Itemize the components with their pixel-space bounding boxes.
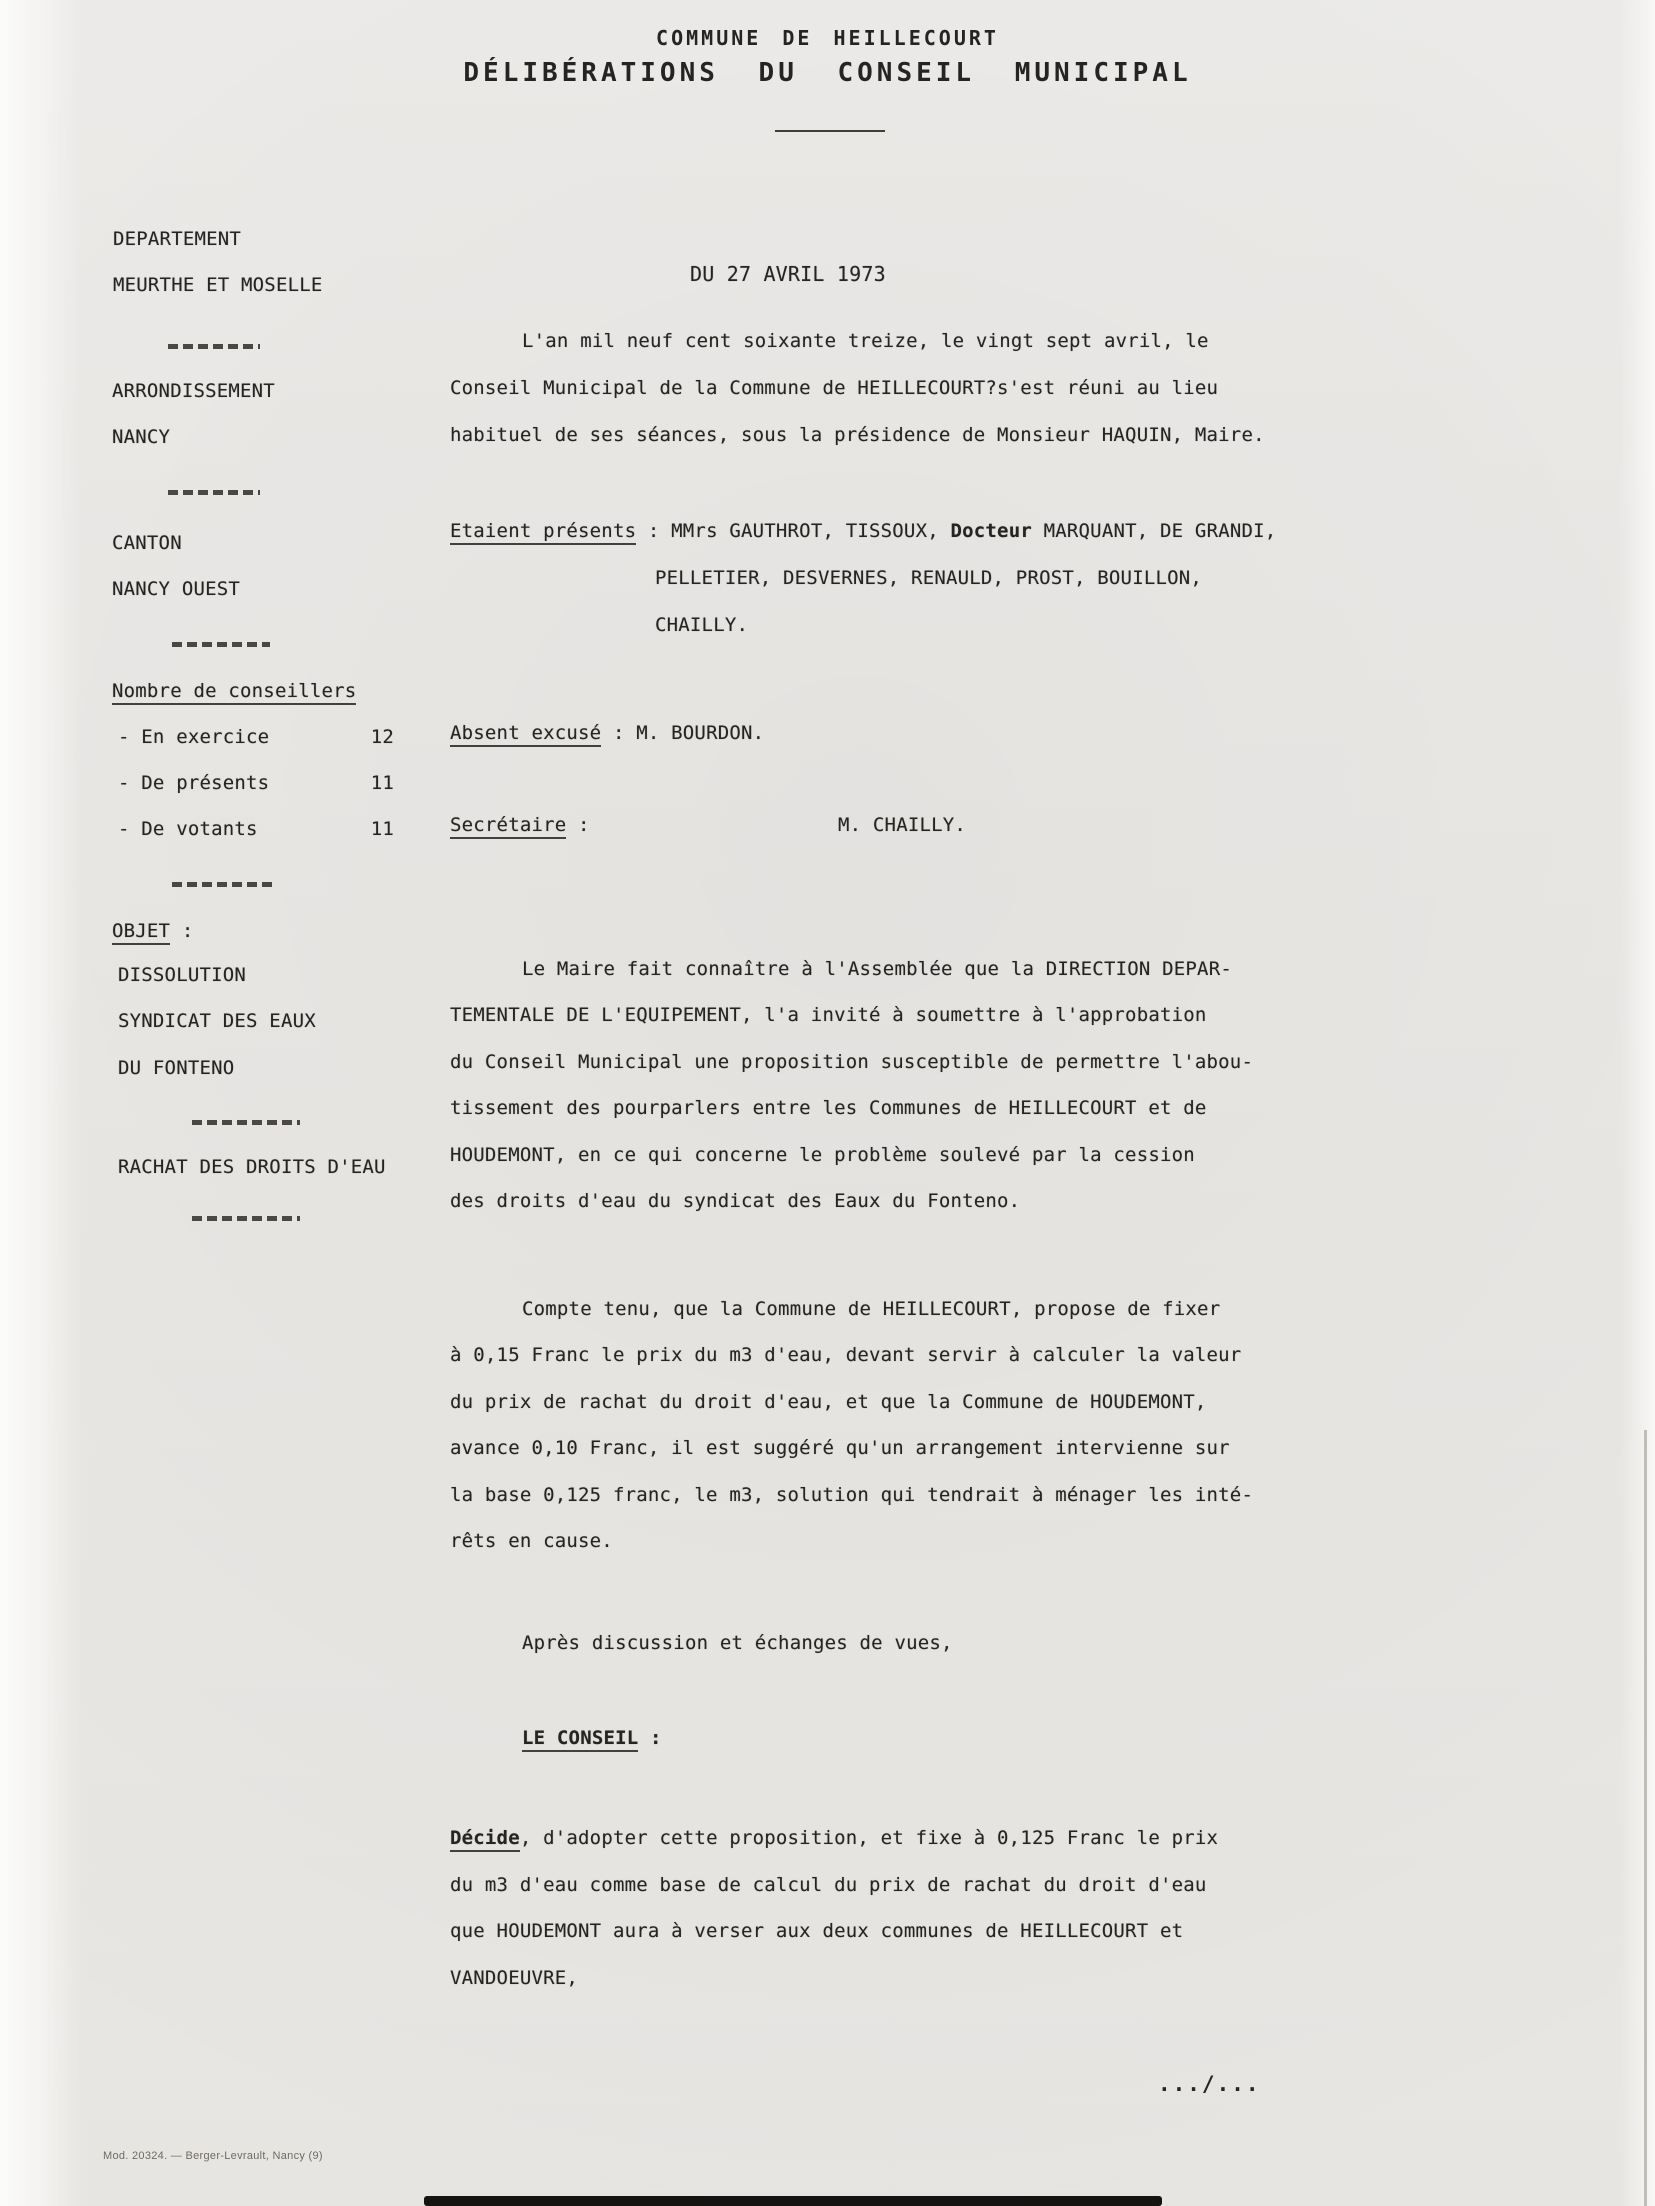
secretaire-colon: : (566, 814, 590, 836)
intro-line: L'an mil neuf cent soixante treize, le vingt sept avril, le (522, 330, 1209, 352)
conseillers-count: 12 (370, 726, 394, 748)
intro-line: habituel de ses séances, sous la présidence de Monsieur HAQUIN, Maire. (450, 424, 1265, 446)
dashed-divider (168, 490, 260, 495)
conseillers-title-text: Nombre de conseillers (112, 680, 356, 705)
body-line: Le Maire fait connaître à l'Assemblée que la DIRECTION DEPAR- (522, 958, 1232, 980)
absent-line (450, 722, 764, 744)
conseillers-label: - En exercice (118, 726, 270, 748)
body-line: à 0,15 Franc le prix du m3 d'eau, devant servir à calculer la valeur (450, 1344, 1242, 1366)
canton-label: CANTON (112, 532, 182, 554)
canton-value: NANCY OUEST (112, 578, 241, 600)
continuation-mark: .../... (1158, 2072, 1261, 2096)
header-divider (775, 130, 885, 132)
decide-line: du m3 d'eau comme base de calcul du prix de rachat du droit d'eau (450, 1874, 1207, 1896)
commune-name: COMMUNE DE HEILLECOURT (656, 26, 999, 50)
conseillers-title (112, 680, 356, 702)
arrondissement-label: ARRONDISSEMENT (112, 380, 275, 402)
presents-doctor-title: Docteur (950, 520, 1032, 542)
presents-line (450, 520, 1276, 542)
intro-line: Conseil Municipal de la Commune de HEILLECOURT?s'est réuni au lieu (450, 377, 1219, 399)
body-line: la base 0,125 franc, le m3, solution qui tendrait à ménager les inté- (450, 1484, 1254, 1506)
printer-imprint: Mod. 20324. — Berger-Levrault, Nancy (9) (103, 2150, 323, 2162)
dashed-divider (192, 1120, 300, 1125)
body-line: tissement des pourparlers entre les Communes de HEILLECOURT et de (450, 1097, 1207, 1119)
dashed-divider (172, 642, 270, 647)
presents-names: MARQUANT, DE GRANDI, (1031, 520, 1277, 542)
body-line: rêts en cause. (450, 1530, 613, 1552)
presents-names-line2: PELLETIER, DESVERNES, RENAULD, PROST, BOUILLON, (655, 567, 1203, 589)
arrondissement-value: NANCY (112, 426, 171, 448)
presents-names-line3: CHAILLY. (655, 614, 749, 636)
conseillers-label: - De présents (118, 772, 270, 794)
objet-label: OBJET (112, 920, 170, 945)
scan-edge-left (0, 0, 82, 2206)
conseillers-row-votants (118, 818, 394, 840)
decide-line: que HOUDEMONT aura à verser aux deux communes de HEILLECOURT et (450, 1920, 1184, 1942)
conseillers-label: - De votants (118, 818, 258, 840)
decide-label: Décide (450, 1827, 520, 1852)
body-line: du prix de rachat du droit d'eau, et que la Commune de HOUDEMONT, (450, 1391, 1207, 1413)
decide-text: , d'adopter cette proposition, et fixe à 0,125 Franc le prix (519, 1827, 1219, 1849)
secretaire-line (450, 814, 590, 836)
absent-label: Absent excusé (450, 722, 601, 747)
body-line: avance 0,10 Franc, il est suggéré qu'un arrangement intervienne sur (450, 1437, 1230, 1459)
conseillers-count: 11 (370, 772, 394, 794)
scan-bottom-edge (424, 2196, 1162, 2206)
objet-line: RACHAT DES DROITS D'EAU (118, 1156, 386, 1178)
body-line: des droits d'eau du syndicat des Eaux du Fonteno. (450, 1190, 1021, 1212)
objet-line: SYNDICAT DES EAUX (118, 1010, 316, 1032)
decide-line (450, 1827, 1218, 1849)
presents-names: MMrs GAUTHROT, TISSOUX, (671, 520, 951, 542)
absent-value: : M. BOURDON. (601, 722, 765, 744)
departement-label: DEPARTEMENT (113, 228, 242, 250)
body-line: du Conseil Municipal une proposition susceptible de permettre l'abou- (450, 1051, 1254, 1073)
dashed-divider (168, 344, 260, 349)
body-line: TEMENTALE DE L'EQUIPEMENT, l'a invité à soumettre à l'approbation (450, 1004, 1207, 1026)
dashed-divider (172, 882, 277, 887)
session-date: DU 27 AVRIL 1973 (690, 262, 886, 286)
objet-line: DU FONTENO (118, 1057, 235, 1079)
departement-value: MEURTHE ET MOSELLE (113, 274, 323, 296)
scan-edge-right (1619, 0, 1655, 2206)
conseil-colon: : (638, 1727, 662, 1749)
page-title: DÉLIBÉRATIONS DU CONSEIL MUNICIPAL (463, 58, 1192, 88)
body-line: Compte tenu, que la Commune de HEILLECOURT, propose de fixer (522, 1298, 1221, 1320)
conseil-label: LE CONSEIL (522, 1727, 638, 1752)
secretaire-value: M. CHAILLY. (838, 814, 967, 836)
conseillers-row-presents (118, 772, 394, 794)
apres-discussion-line: Après discussion et échanges de vues, (522, 1632, 953, 1654)
body-line: HOUDEMONT, en ce qui concerne le problème soulevé par la cession (450, 1144, 1195, 1166)
presents-sep: : (636, 520, 672, 542)
conseil-heading (522, 1727, 662, 1749)
conseillers-count: 11 (370, 818, 394, 840)
scan-crease (1644, 1430, 1647, 2206)
conseillers-row-exercice (118, 726, 394, 748)
decide-line: VANDOEUVRE, (450, 1967, 579, 1989)
objet-heading (112, 920, 193, 942)
presents-label: Etaient présents (450, 520, 636, 545)
secretaire-label: Secrétaire (450, 814, 566, 839)
objet-line: DISSOLUTION (118, 964, 247, 986)
objet-colon: : (170, 920, 194, 942)
dashed-divider (192, 1216, 300, 1221)
